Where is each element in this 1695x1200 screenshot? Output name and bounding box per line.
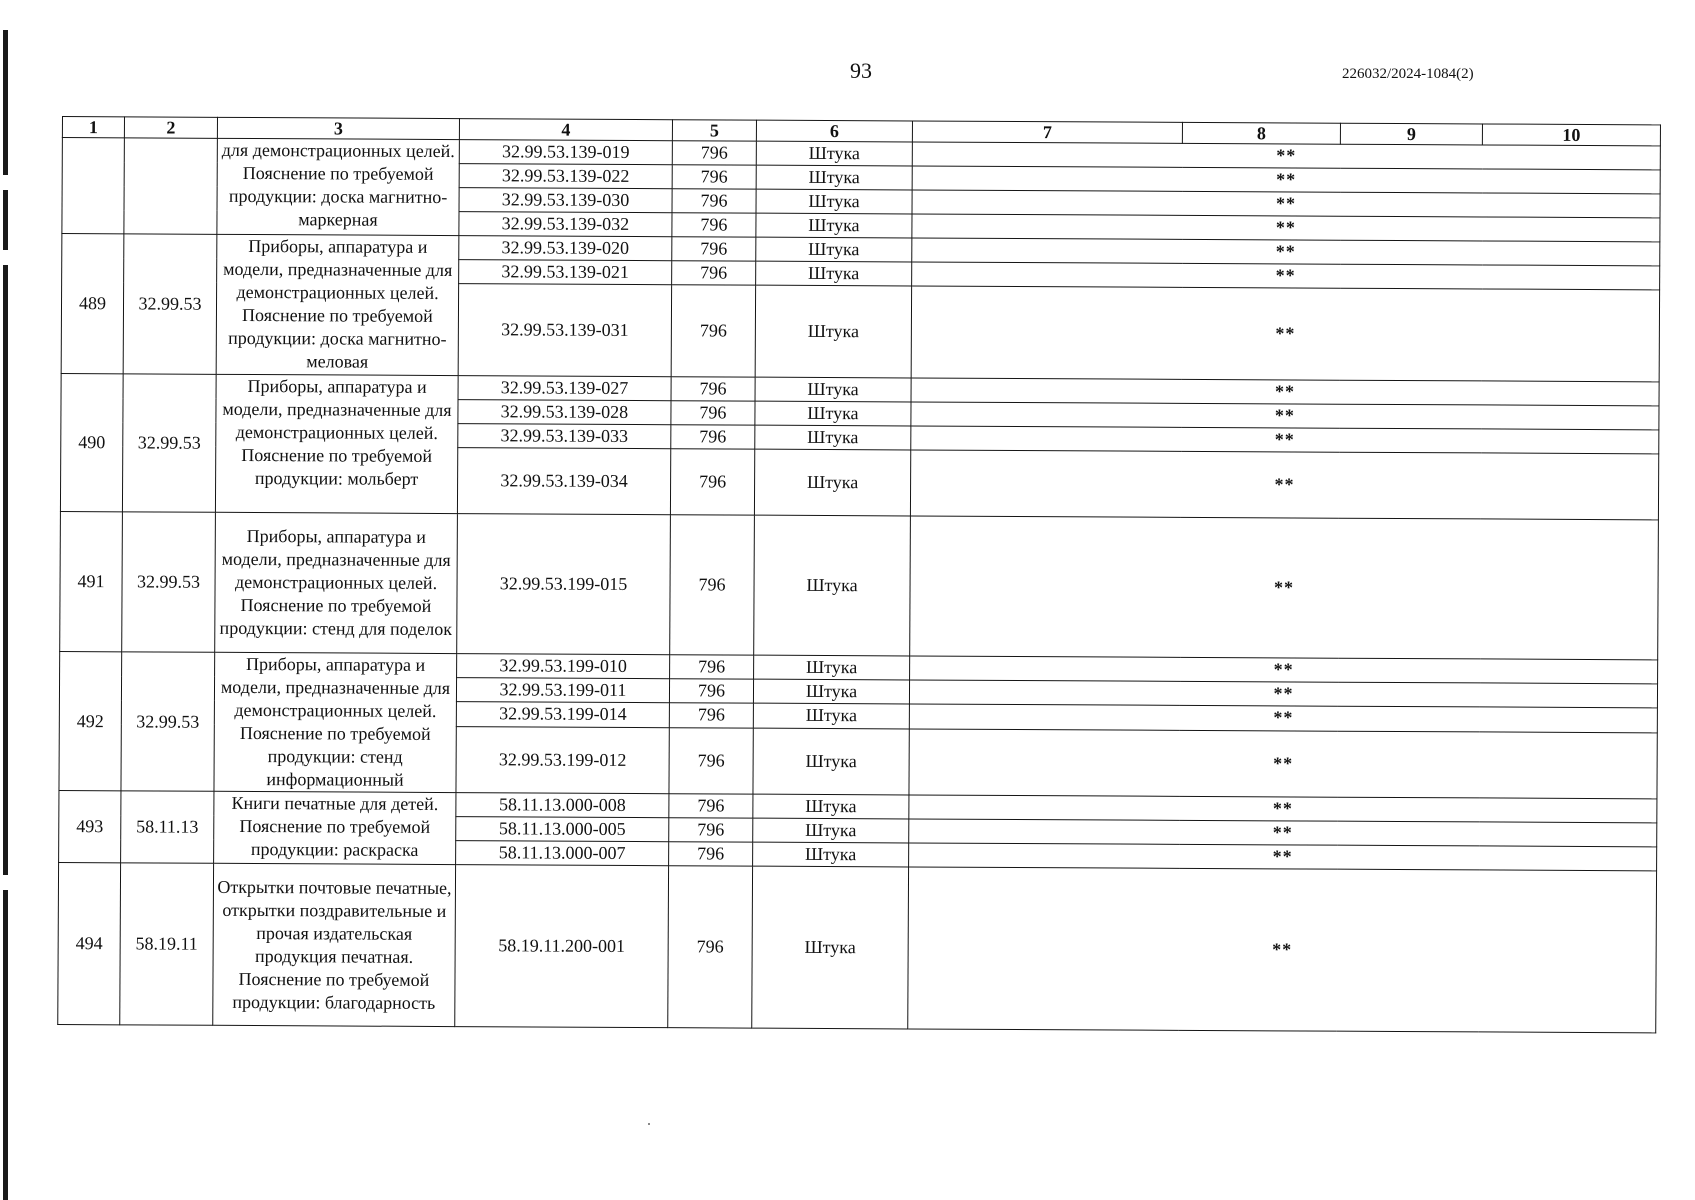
- column-header: 6: [756, 120, 912, 142]
- okpd-code: 58.11.13: [121, 791, 214, 863]
- mark-cell: **: [912, 142, 1660, 170]
- okei-code: 796: [672, 261, 756, 285]
- unit-name: Штука: [754, 655, 910, 680]
- column-header: 2: [124, 117, 217, 138]
- okei-code: 796: [671, 401, 755, 425]
- okei-code: 796: [669, 727, 753, 794]
- ktru-code: 58.11.13.000-005: [456, 817, 669, 842]
- column-header: 1: [62, 117, 124, 138]
- unit-name: Штука: [754, 515, 911, 656]
- okei-code: 796: [672, 213, 756, 237]
- unit-name: Штука: [755, 377, 911, 402]
- product-description: Приборы, аппаратура и модели, предназначенные для демонстрационных целей. Пояснение по требуемой продукции: стенд информационный: [214, 652, 457, 792]
- mark-cell: **: [912, 166, 1660, 194]
- okei-code: 796: [670, 655, 754, 680]
- row-number: 491: [60, 511, 123, 651]
- okei-code: 796: [670, 515, 755, 655]
- unit-name: Штука: [752, 866, 909, 1029]
- unit-name: Штука: [753, 728, 909, 795]
- mark-cell: **: [908, 867, 1657, 1033]
- mark-cell: **: [912, 190, 1660, 218]
- ktru-code: 32.99.53.139-021: [459, 260, 672, 285]
- unit-name: Штука: [753, 703, 909, 728]
- column-header: 7: [912, 121, 1182, 143]
- ktru-code: 32.99.53.139-027: [458, 376, 671, 401]
- mark-cell: **: [909, 704, 1657, 732]
- unit-name: Штука: [753, 794, 909, 819]
- ktru-code: 32.99.53.139-031: [458, 284, 671, 377]
- okpd-code: 32.99.53: [122, 512, 216, 652]
- unit-name: Штука: [756, 237, 912, 262]
- mark-cell: **: [911, 426, 1659, 454]
- ktru-code: 32.99.53.139-019: [459, 140, 672, 165]
- mark-cell: **: [910, 516, 1659, 660]
- unit-name: Штука: [753, 818, 909, 843]
- ktru-code: 58.11.13.000-007: [456, 841, 669, 866]
- okei-code: 796: [671, 377, 755, 401]
- unit-name: Штука: [755, 285, 911, 378]
- ktru-code: 32.99.53.139-033: [458, 424, 671, 449]
- product-description: для демонстрационных целей. Пояснение по требуемой продукции: доска магнитно-маркерная: [217, 138, 459, 235]
- mark-cell: **: [909, 680, 1657, 708]
- unit-name: Штука: [756, 213, 912, 238]
- scan-edge: [0, 30, 14, 1200]
- okei-code: 796: [670, 449, 754, 515]
- okei-code: 796: [669, 794, 753, 818]
- okei-code: 796: [669, 679, 753, 704]
- product-description: Книги печатные для детей. Пояснение по требуемой продукции: раскраска: [214, 791, 456, 864]
- row-number: 493: [59, 790, 121, 862]
- unit-name: Штука: [753, 679, 909, 704]
- mark-cell: **: [909, 819, 1657, 847]
- okei-code: 796: [672, 165, 756, 189]
- column-header: 8: [1182, 122, 1340, 144]
- mark-cell: **: [911, 402, 1659, 430]
- column-header: 3: [217, 117, 459, 139]
- okei-code: 796: [669, 818, 753, 842]
- product-description: Приборы, аппаратура и модели, предназначенные для демонстрационных целей. Пояснение по требуемой продукции: стенд для поделок: [215, 512, 458, 653]
- okei-code: 796: [672, 237, 756, 261]
- document-number: 226032/2024-1084(2): [1342, 66, 1474, 82]
- unit-name: Штука: [756, 189, 912, 214]
- mark-cell: **: [911, 378, 1659, 406]
- column-header: 10: [1482, 124, 1660, 146]
- products-table: [57, 116, 1661, 1033]
- row-number: [62, 138, 125, 234]
- unit-name: Штука: [756, 261, 912, 286]
- okpd-code: 32.99.53: [123, 234, 217, 374]
- column-header: 5: [672, 120, 756, 141]
- unit-name: Штука: [753, 842, 909, 867]
- page-number: 93: [850, 58, 872, 83]
- ktru-code: 58.19.11.200-001: [455, 865, 669, 1028]
- table-row: [60, 511, 1659, 659]
- row-number: 492: [59, 651, 122, 790]
- okei-code: 796: [671, 285, 755, 377]
- product-description: Открытки почтовые печатные, открытки поздравительные и прочая издательская продукция печатная. Пояснение по требуемой продукции: благодарность: [213, 863, 456, 1026]
- mark-cell: **: [912, 214, 1660, 242]
- okpd-code: 32.99.53: [122, 374, 216, 512]
- mark-cell: **: [910, 656, 1658, 684]
- mark-cell: **: [911, 286, 1659, 382]
- ktru-code: 32.99.53.139-032: [459, 212, 672, 237]
- unit-name: Штука: [754, 449, 910, 516]
- ktru-code: 32.99.53.199-010: [457, 654, 670, 679]
- okei-code: 796: [669, 842, 753, 866]
- unit-name: Штука: [755, 425, 911, 450]
- okei-code: 796: [671, 425, 755, 449]
- ktru-code: 32.99.53.139-034: [457, 448, 670, 515]
- table-container: [57, 116, 1661, 1033]
- okei-code: 796: [672, 141, 756, 165]
- okei-code: 796: [668, 866, 753, 1028]
- unit-name: Штука: [755, 401, 911, 426]
- ktru-code: 58.11.13.000-008: [456, 793, 669, 818]
- column-header: 9: [1340, 123, 1482, 145]
- product-description: Приборы, аппаратура и модели, предназначенные для демонстрационных целей. Пояснение по требуемой продукции: доска магнитно-меловая: [216, 234, 459, 375]
- mark-cell: **: [910, 450, 1658, 520]
- column-header: 4: [459, 119, 672, 141]
- ktru-code: 32.99.53.199-011: [456, 678, 669, 703]
- unit-name: Штука: [756, 165, 912, 190]
- ktru-code: 32.99.53.139-022: [459, 164, 672, 189]
- unit-name: Штука: [756, 141, 912, 166]
- okei-code: 796: [669, 703, 753, 728]
- row-number: 494: [58, 862, 121, 1024]
- row-number: 489: [61, 234, 124, 374]
- mark-cell: **: [909, 843, 1657, 871]
- okei-code: 796: [672, 189, 756, 213]
- ktru-code: 32.99.53.199-012: [456, 726, 669, 794]
- mark-cell: **: [912, 238, 1660, 266]
- okpd-code: [124, 138, 218, 234]
- mark-cell: **: [909, 728, 1657, 798]
- mark-cell: **: [912, 262, 1660, 290]
- ktru-code: 32.99.53.139-020: [459, 236, 672, 261]
- okpd-code: 58.19.11: [120, 863, 214, 1025]
- okpd-code: 32.99.53: [121, 652, 215, 791]
- row-number: 490: [60, 373, 123, 511]
- ktru-code: 32.99.53.139-028: [458, 400, 671, 425]
- table-row: [58, 862, 1657, 1032]
- scan-speck: [648, 1123, 650, 1125]
- product-description: Приборы, аппаратура и модели, предназначенные для демонстрационных целей. Пояснение по требуемой продукции: мольберт: [215, 374, 458, 513]
- mark-cell: **: [909, 795, 1657, 823]
- ktru-code: 32.99.53.199-015: [457, 514, 671, 655]
- ktru-code: 32.99.53.199-014: [456, 702, 669, 727]
- ktru-code: 32.99.53.139-030: [459, 188, 672, 213]
